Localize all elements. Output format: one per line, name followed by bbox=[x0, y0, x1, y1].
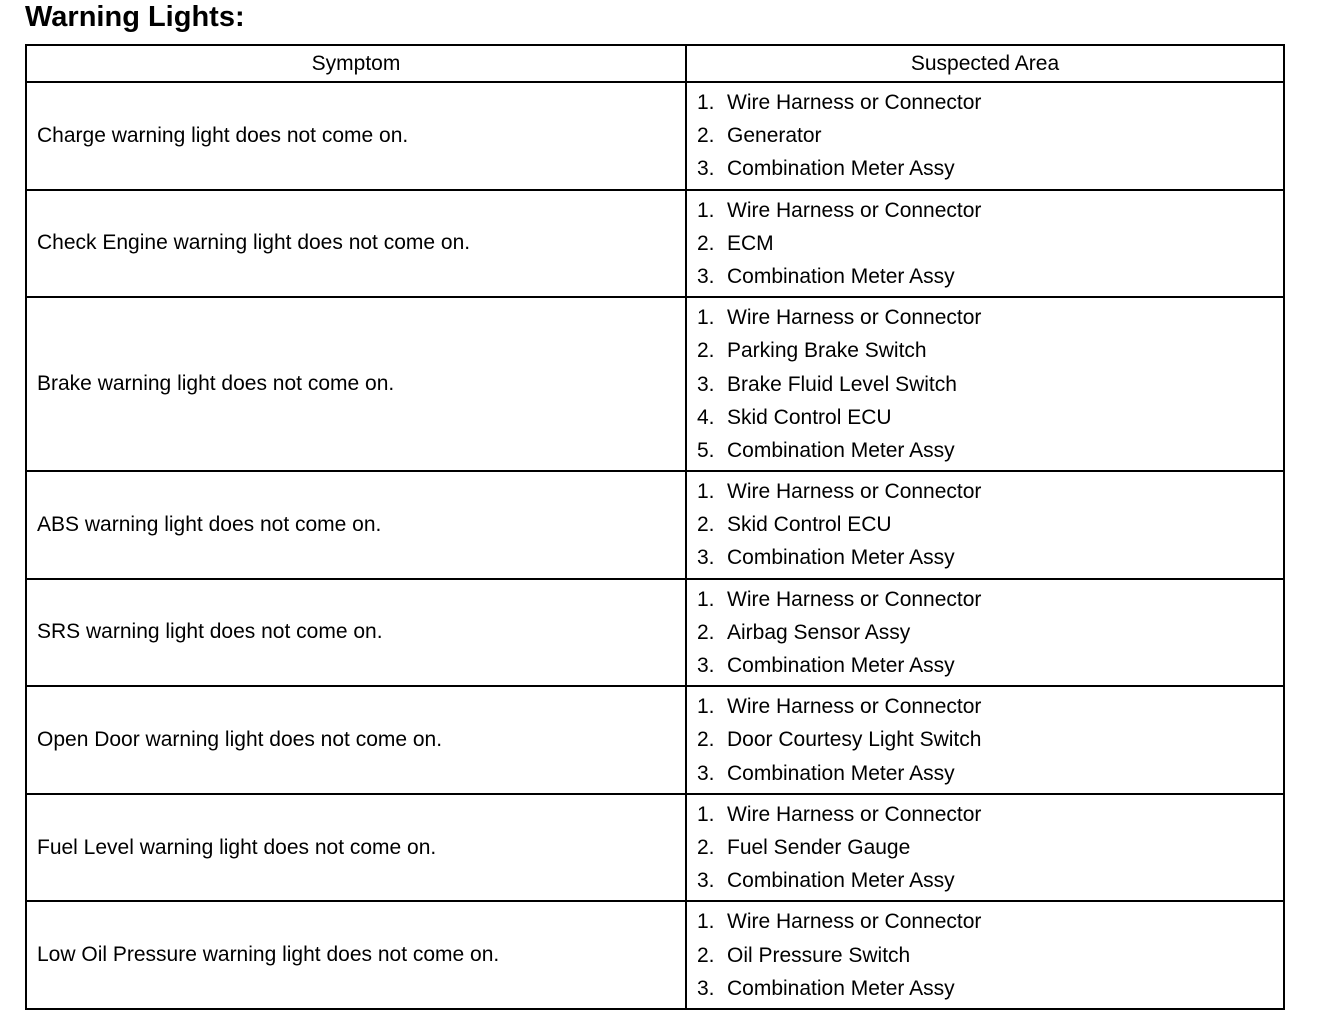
item-number: 3. bbox=[697, 869, 715, 893]
item-number: 2. bbox=[697, 835, 715, 859]
item-text: Brake Fluid Level Switch bbox=[727, 372, 957, 396]
column-header-suspected-area: Suspected Area bbox=[686, 45, 1284, 82]
suspected-area-item bbox=[697, 401, 1283, 434]
item-text: Skid Control ECU bbox=[727, 405, 892, 429]
item-number: 3. bbox=[697, 546, 715, 570]
item-text: Airbag Sensor Assy bbox=[727, 620, 911, 644]
table-row bbox=[26, 579, 1284, 687]
item-number: 3. bbox=[697, 372, 715, 396]
suspected-area-item bbox=[697, 194, 1283, 227]
item-text: Combination Meter Assy bbox=[727, 761, 955, 785]
symptom-cell: Charge warning light does not come on. bbox=[26, 82, 686, 190]
suspected-area-item bbox=[697, 434, 1283, 467]
item-number: 1. bbox=[697, 306, 715, 330]
item-text: Combination Meter Assy bbox=[727, 976, 955, 1000]
item-text: Combination Meter Assy bbox=[727, 654, 955, 677]
suspected-area-item bbox=[697, 152, 1283, 185]
item-text: Wire Harness or Connector bbox=[727, 695, 982, 719]
suspected-area-cell bbox=[686, 901, 1284, 1009]
item-text: Generator bbox=[727, 124, 822, 148]
suspected-area-item bbox=[697, 541, 1283, 574]
item-text: Wire Harness or Connector bbox=[727, 910, 982, 934]
table-row bbox=[26, 794, 1284, 902]
item-text: Combination Meter Assy bbox=[727, 546, 955, 570]
item-number: 2. bbox=[697, 620, 715, 644]
item-number: 5. bbox=[697, 438, 715, 462]
item-text: Wire Harness or Connector bbox=[727, 91, 982, 114]
suspected-area-item bbox=[697, 368, 1283, 401]
suspected-area-item bbox=[697, 690, 1283, 723]
suspected-area-item bbox=[697, 616, 1283, 649]
table-header-row bbox=[26, 45, 1284, 82]
item-number: 3. bbox=[697, 264, 715, 288]
item-text: Combination Meter Assy bbox=[727, 869, 955, 893]
suspected-area-item bbox=[697, 227, 1283, 260]
symptom-cell: Fuel Level warning light does not come on. bbox=[26, 794, 686, 902]
suspected-area-item bbox=[697, 86, 1283, 119]
suspected-area-item bbox=[697, 864, 1283, 897]
table-row bbox=[26, 190, 1284, 298]
symptom-cell: Open Door warning light does not come on. bbox=[26, 686, 686, 794]
item-number: 2. bbox=[697, 513, 715, 537]
table-row bbox=[26, 82, 1284, 190]
item-text: Combination Meter Assy bbox=[727, 438, 955, 462]
item-number: 2. bbox=[697, 728, 715, 752]
suspected-area-cell bbox=[686, 579, 1284, 687]
item-text: Door Courtesy Light Switch bbox=[727, 728, 982, 752]
suspected-area-cell bbox=[686, 794, 1284, 902]
suspected-area-item bbox=[697, 649, 1283, 682]
suspected-area-cell bbox=[686, 190, 1284, 298]
suspected-area-item bbox=[697, 301, 1283, 334]
item-number: 1. bbox=[697, 910, 715, 934]
suspected-area-item bbox=[697, 334, 1283, 367]
item-number: 1. bbox=[697, 480, 715, 504]
table-row bbox=[26, 686, 1284, 794]
item-text: Wire Harness or Connector bbox=[727, 587, 982, 611]
suspected-area-item bbox=[697, 798, 1283, 831]
suspected-area-item bbox=[697, 972, 1283, 1005]
item-text: Wire Harness or Connector bbox=[727, 480, 982, 504]
item-number: 3. bbox=[697, 654, 715, 677]
suspected-area-item bbox=[697, 508, 1283, 541]
item-text: ECM bbox=[727, 231, 774, 255]
item-number: 2. bbox=[697, 124, 715, 148]
item-number: 3. bbox=[697, 976, 715, 1000]
suspected-area-cell bbox=[686, 82, 1284, 190]
item-text: Fuel Sender Gauge bbox=[727, 835, 911, 859]
item-text: Parking Brake Switch bbox=[727, 339, 927, 363]
suspected-area-item bbox=[697, 119, 1283, 152]
item-number: 1. bbox=[697, 802, 715, 826]
warning-lights-table bbox=[25, 44, 1285, 1010]
suspected-area-item bbox=[697, 831, 1283, 864]
item-text: Wire Harness or Connector bbox=[727, 198, 982, 222]
symptom-cell: Brake warning light does not come on. bbox=[26, 297, 686, 471]
item-number: 4. bbox=[697, 405, 715, 429]
suspected-area-item bbox=[697, 757, 1283, 790]
table-row bbox=[26, 471, 1284, 579]
table-row bbox=[26, 297, 1284, 471]
suspected-area-cell bbox=[686, 297, 1284, 471]
item-text: Wire Harness or Connector bbox=[727, 306, 982, 330]
item-number: 1. bbox=[697, 587, 715, 611]
item-number: 1. bbox=[697, 91, 715, 114]
table-row bbox=[26, 901, 1284, 1009]
suspected-area-cell bbox=[686, 471, 1284, 579]
item-number: 2. bbox=[697, 339, 715, 363]
item-text: Skid Control ECU bbox=[727, 513, 892, 537]
symptom-cell: Check Engine warning light does not come on. bbox=[26, 190, 686, 298]
suspected-area-item bbox=[697, 583, 1283, 616]
item-number: 3. bbox=[697, 761, 715, 785]
suspected-area-item bbox=[697, 475, 1283, 508]
suspected-area-item bbox=[697, 905, 1283, 938]
symptom-cell: ABS warning light does not come on. bbox=[26, 471, 686, 579]
item-number: 1. bbox=[697, 198, 715, 222]
item-text: Oil Pressure Switch bbox=[727, 943, 911, 967]
item-number: 3. bbox=[697, 157, 715, 181]
item-text: Combination Meter Assy bbox=[727, 264, 955, 288]
item-text: Combination Meter Assy bbox=[727, 157, 955, 181]
item-number: 2. bbox=[697, 943, 715, 967]
symptom-cell: Low Oil Pressure warning light does not come on. bbox=[26, 901, 686, 1009]
page-title: Warning Lights: bbox=[25, 1, 245, 33]
suspected-area-item bbox=[697, 260, 1283, 293]
item-number: 2. bbox=[697, 231, 715, 255]
column-header-symptom: Symptom bbox=[26, 45, 686, 82]
item-number: 1. bbox=[697, 695, 715, 719]
symptom-cell: SRS warning light does not come on. bbox=[26, 579, 686, 687]
item-text: Wire Harness or Connector bbox=[727, 802, 982, 826]
suspected-area-item bbox=[697, 723, 1283, 756]
suspected-area-item bbox=[697, 939, 1283, 972]
suspected-area-cell bbox=[686, 686, 1284, 794]
table-body bbox=[26, 82, 1284, 1009]
